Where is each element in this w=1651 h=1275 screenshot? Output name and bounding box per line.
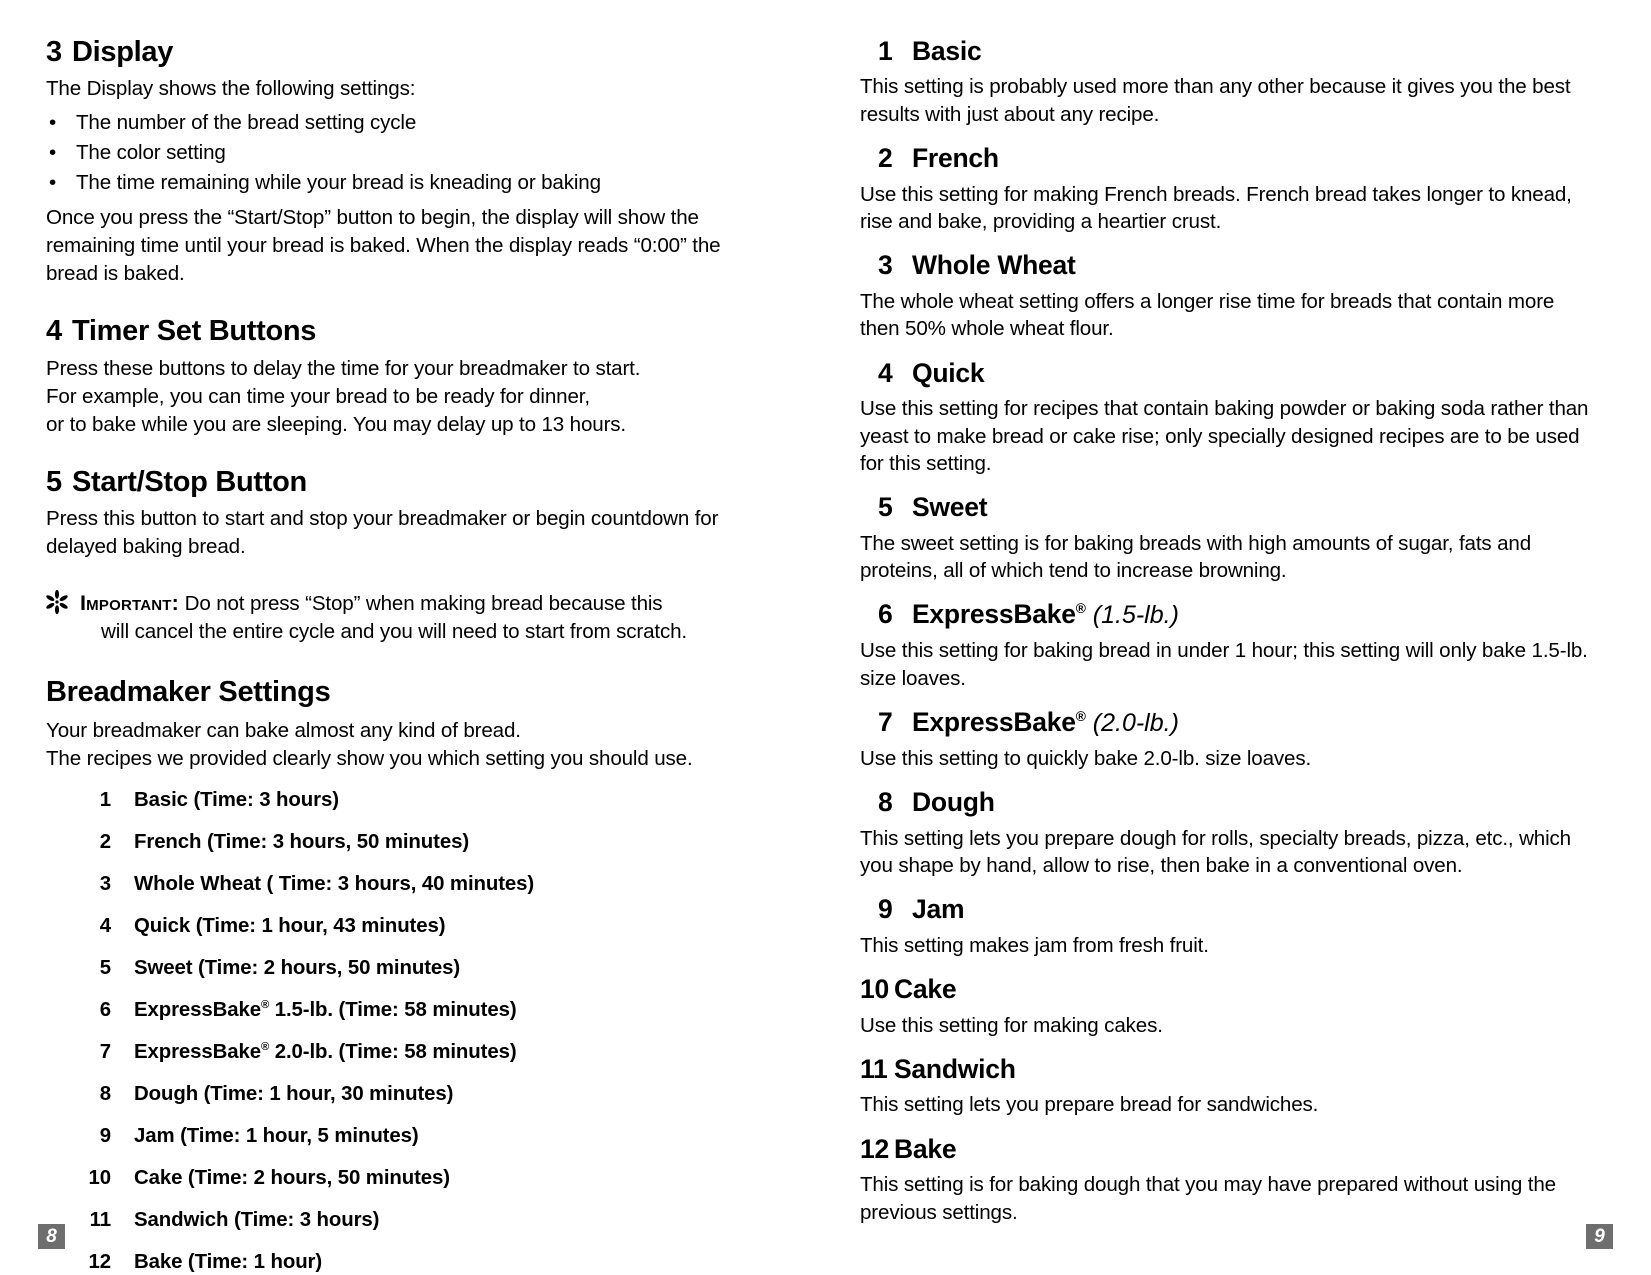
- setting-label: Sandwich (Time: 3 hours): [134, 1208, 380, 1231]
- setting-title: Sweet: [912, 492, 988, 523]
- section-heading-display: [46, 36, 750, 68]
- setting-index: 3: [99, 872, 111, 895]
- page-number-badge-left: 8: [38, 1224, 65, 1249]
- list-item: [46, 168, 750, 198]
- setting-title: Jam: [912, 894, 965, 925]
- section-number: 4: [46, 315, 62, 348]
- bullet-dot-icon: •: [49, 170, 57, 194]
- section-title: Timer Set Buttons: [72, 315, 317, 348]
- setting-number: 12: [860, 1133, 889, 1164]
- setting-heading-dough: [860, 787, 1591, 817]
- list-item: [46, 108, 750, 138]
- setting-brand: ExpressBake: [134, 1040, 261, 1063]
- section-number: 5: [46, 465, 62, 498]
- setting-label: Dough (Time: 1 hour, 30 minutes): [134, 1082, 454, 1105]
- setting-number: 2: [878, 143, 893, 174]
- settings-intro-line-1: Your breadmaker can bake almost any kind of bread.: [46, 718, 521, 742]
- important-text-rest: will cancel the entire cycle and you will need to start from scratch.: [101, 620, 687, 644]
- section-heading-start-stop-button: [46, 466, 750, 498]
- list-item: [46, 999, 750, 1022]
- right-page-column: [790, 0, 1651, 1224]
- registered-trademark-icon: ®: [261, 999, 270, 1012]
- setting-description-dough: This setting lets you prepare dough for rolls, specialty breads, pizza, etc., which you shape by hand, allow to rise, then bake in a conventional oven.: [860, 826, 1571, 877]
- display-bullet-list: [46, 108, 750, 198]
- setting-number: 5: [878, 492, 893, 523]
- setting-index: 7: [99, 1040, 111, 1063]
- setting-heading-expressbake-15: [860, 599, 1591, 630]
- asterisk-flower-icon: [46, 590, 68, 614]
- start-stop-body: Press this button to start and stop your breadmaker or begin countdown for delayed baking bread.: [46, 507, 719, 559]
- timer-body-line-1: Press these buttons to delay the time for your breadmaker to start.: [46, 356, 641, 380]
- list-item: [46, 789, 750, 812]
- setting-description-basic: This setting is probably used more than any other because it gives you the best results with just about any recipe.: [860, 75, 1571, 126]
- setting-heading-sweet: [860, 492, 1591, 522]
- setting-title-suffix: (2.0-lb.): [1092, 708, 1179, 737]
- breadmaker-settings-heading: Breadmaker Settings: [46, 676, 331, 709]
- setting-description-french: Use this setting for making French breads. French bread takes longer to knead, rise and bake, providing a heartier crust.: [860, 182, 1572, 234]
- setting-heading-expressbake-20: [860, 707, 1591, 738]
- list-item: [46, 1209, 750, 1232]
- setting-label: Quick (Time: 1 hour, 43 minutes): [134, 914, 446, 937]
- list-item: [46, 1167, 750, 1190]
- setting-title: Dough: [912, 787, 995, 818]
- important-text-first-line: Do not press “Stop” when making bread because this: [184, 591, 663, 615]
- setting-title: Cake: [894, 974, 957, 1005]
- bullet-dot-icon: •: [49, 140, 57, 164]
- left-page-column: [0, 0, 790, 1273]
- setting-number: 1: [878, 36, 893, 66]
- setting-description-quick: Use this setting for recipes that contain baking powder or baking soda rather than yeast to make bread or cake rise; only specially designed recipes are to be used for this setting.: [860, 397, 1589, 475]
- setting-number: 6: [878, 599, 893, 630]
- setting-label: Whole Wheat ( Time: 3 hours, 40 minutes): [134, 872, 535, 895]
- setting-description-cake: Use this setting for making cakes.: [860, 1013, 1163, 1037]
- setting-index: 5: [99, 956, 111, 979]
- setting-title: Basic: [912, 36, 982, 66]
- section-title: Start/Stop Button: [72, 465, 307, 498]
- bullet-dot-icon: •: [49, 110, 57, 134]
- list-item: [46, 873, 750, 896]
- bullet-text: The number of the bread setting cycle: [76, 110, 417, 134]
- list-item: [46, 1251, 750, 1274]
- setting-title: Sandwich: [894, 1054, 1016, 1084]
- setting-label-suffix: 1.5-lb. (Time: 58 minutes): [269, 998, 517, 1021]
- setting-index: 4: [99, 914, 111, 937]
- registered-trademark-icon: ®: [261, 1041, 270, 1054]
- setting-title: ExpressBake: [912, 599, 1076, 630]
- setting-index: 12: [88, 1250, 111, 1273]
- timer-body-line-3: or to bake while you are sleeping. You may delay up to 13 hours.: [46, 412, 626, 436]
- page-number-badge-right: 9: [1586, 1224, 1613, 1249]
- setting-heading-french: [860, 143, 1591, 173]
- important-callout: [46, 589, 750, 647]
- settings-intro-line-2: The recipes we provided clearly show you which setting you should use.: [46, 746, 693, 770]
- section-heading-timer-set-buttons: [46, 315, 750, 347]
- setting-index: 2: [99, 830, 111, 853]
- setting-label: Bake (Time: 1 hour): [134, 1250, 323, 1273]
- setting-heading-sandwich: [860, 1054, 1591, 1084]
- setting-index: 10: [88, 1166, 111, 1189]
- setting-label: [134, 1041, 750, 1064]
- setting-title: French: [912, 143, 999, 174]
- display-intro-text: The Display shows the following settings:: [46, 77, 416, 101]
- setting-title-suffix: (1.5-lb.): [1092, 601, 1179, 630]
- list-item: [46, 915, 750, 938]
- setting-title: Quick: [912, 357, 985, 388]
- setting-description-whole-wheat: The whole wheat setting offers a longer rise time for breads that contain more then 50% whole wheat flour.: [860, 289, 1555, 341]
- setting-title: Whole Wheat: [912, 250, 1076, 281]
- setting-number: 9: [878, 894, 893, 925]
- setting-heading-whole-wheat: [860, 250, 1591, 280]
- setting-heading-bake: [860, 1134, 1591, 1164]
- setting-heading-jam: [860, 894, 1591, 924]
- important-label: Important:: [80, 590, 180, 615]
- setting-brand: ExpressBake: [134, 998, 261, 1021]
- setting-index: 9: [99, 1124, 111, 1147]
- setting-index: 6: [99, 998, 111, 1021]
- list-item: [46, 957, 750, 980]
- setting-description-sweet: The sweet setting is for baking breads with high amounts of sugar, fats and proteins, all of which tend to increase browning.: [860, 531, 1532, 583]
- setting-description-jam: This setting makes jam from fresh fruit.: [860, 933, 1209, 957]
- setting-label: [134, 999, 750, 1022]
- setting-index: 11: [89, 1208, 111, 1231]
- setting-index: 8: [99, 1082, 111, 1105]
- setting-description-bake: This setting is for baking dough that you may have prepared without using the previous settings.: [860, 1173, 1556, 1224]
- setting-number: 8: [878, 787, 893, 818]
- setting-description-expressbake-20: Use this setting to quickly bake 2.0-lb. size loaves.: [860, 746, 1312, 770]
- setting-label: French (Time: 3 hours, 50 minutes): [134, 830, 470, 853]
- list-item: [46, 1041, 750, 1064]
- setting-label: Cake (Time: 2 hours, 50 minutes): [134, 1166, 450, 1189]
- setting-label: Jam (Time: 1 hour, 5 minutes): [134, 1124, 419, 1147]
- setting-title: Bake: [894, 1133, 957, 1164]
- setting-description-expressbake-15: Use this setting for baking bread in under 1 hour; this setting will only bake 1.5-lb. size loaves.: [860, 639, 1588, 690]
- setting-number: 4: [878, 357, 893, 388]
- display-after-text: Once you press the “Start/Stop” button to begin, the display will show the remaining time until your bread is baked. When the display reads “0:00” the bread is baked.: [46, 205, 721, 285]
- timer-body-line-2: For example, you can time your bread to be ready for dinner,: [46, 384, 590, 408]
- list-item: [46, 138, 750, 168]
- list-item: [46, 1083, 750, 1106]
- setting-index: 1: [99, 788, 111, 811]
- bullet-text: The color setting: [76, 140, 226, 164]
- setting-label-suffix: 2.0-lb. (Time: 58 minutes): [269, 1040, 517, 1063]
- setting-title: ExpressBake: [912, 706, 1076, 737]
- setting-heading-cake: [860, 974, 1591, 1004]
- list-item: [46, 1125, 750, 1148]
- registered-trademark-icon: ®: [1075, 601, 1086, 617]
- registered-trademark-icon: ®: [1075, 709, 1086, 725]
- list-item: [46, 831, 750, 854]
- setting-number: 3: [878, 250, 893, 281]
- setting-heading-basic: [860, 36, 1591, 66]
- setting-number: 10: [860, 974, 889, 1005]
- breadmaker-settings-list: [46, 789, 750, 1274]
- setting-number: 7: [878, 706, 893, 737]
- setting-number: 11: [860, 1054, 888, 1084]
- section-number: 3: [46, 36, 62, 68]
- setting-label: Sweet (Time: 2 hours, 50 minutes): [134, 956, 461, 979]
- section-title: Display: [72, 36, 174, 68]
- setting-description-sandwich: This setting lets you prepare bread for sandwiches.: [860, 1093, 1319, 1117]
- bullet-text: The time remaining while your bread is kneading or baking: [76, 170, 601, 194]
- setting-heading-quick: [860, 358, 1591, 388]
- setting-label: Basic (Time: 3 hours): [134, 788, 339, 811]
